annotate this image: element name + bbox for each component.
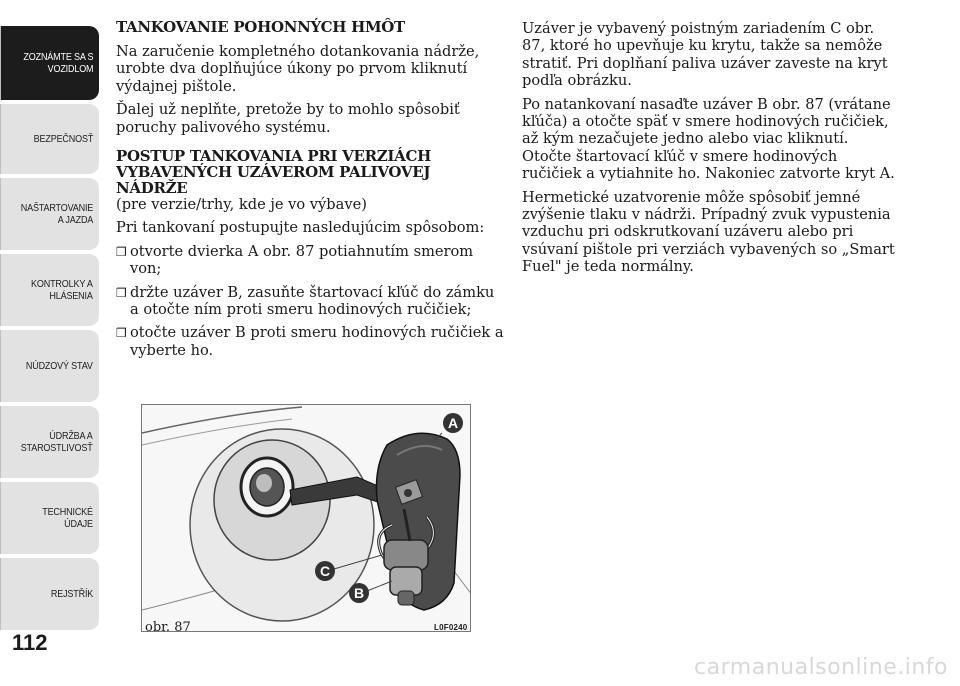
figure-code: L0F0240	[434, 623, 468, 632]
callout-c	[315, 561, 335, 581]
callout-c-label: C	[319, 563, 331, 579]
list-item	[116, 243, 506, 278]
paragraph: Uzáver je vybavený poistným zariadením C obr. 87, ktoré ho upevňuje ku krytu, takže sa nemôže stratiť. Pri doplňaní paliva uzáver zaveste na kryt podľa obrázku.	[522, 20, 888, 90]
figure-caption: obr. 87	[145, 620, 191, 635]
checkbox-bullet-icon: ❒	[116, 244, 127, 259]
tab-nastartovanie-a-jazda[interactable]	[0, 178, 99, 250]
tab-label: NAŠTARTOVANIE A JAZDA	[20, 202, 93, 226]
paragraph: Na zaručenie kompletného dotankovania nádrže, urobte dva doplňujúce úkony po prvom kliknutí výdajnej pištole.	[116, 43, 480, 95]
tab-label: REJSTŘÍK	[50, 588, 93, 600]
watermark: carmanualsonline.info	[694, 655, 948, 680]
right-column	[522, 20, 900, 282]
tab-rejstrik[interactable]	[0, 558, 99, 630]
version-note: (pre verzie/trhy, kde je vo výbave)	[116, 196, 367, 214]
tab-label: KONTROLKY A HLÁSENIA	[31, 278, 93, 302]
section-heading-postup: POSTUP TANKOVANIA PRI VERZIÁCH VYBAVENÝCH UZÁVEROM PALIVOVEJ NÁDRŽE	[116, 147, 431, 198]
callout-b-label: B	[353, 585, 365, 601]
tab-udrzba-a-starostlivost[interactable]	[0, 406, 99, 478]
tab-label: TECHNICKÉ ÚDAJE	[42, 506, 93, 530]
tab-technicke-udaje[interactable]	[0, 482, 99, 554]
callout-b	[349, 583, 369, 603]
page-number: 112	[12, 630, 48, 655]
list-item-text: otvorte dvierka A obr. 87 potiahnutím smerom von;	[130, 242, 474, 278]
callout-a-label: A	[447, 415, 459, 431]
tab-zoznamte-sa-s-vozidlom[interactable]	[0, 26, 99, 100]
fuel-cap-illustration	[142, 405, 471, 632]
tab-label: ZOZNÁMTE SA S VOZIDLOM	[22, 51, 93, 75]
checkbox-bullet-icon: ❒	[116, 285, 127, 300]
left-column	[116, 20, 506, 365]
tab-label: ÚDRŽBA A STAROSTLIVOSŤ	[21, 430, 93, 454]
tab-kontrolky-a-hlasenia[interactable]	[0, 254, 99, 326]
fuel-cap-figure	[141, 404, 471, 632]
checkbox-bullet-icon: ❒	[116, 326, 127, 341]
tab-bezpecnost[interactable]	[0, 104, 99, 174]
list-item	[116, 324, 506, 359]
paragraph: Ďalej už neplňte, pretože by to mohlo spôsobiť poruchy palivového systému.	[116, 101, 460, 136]
list-item-text: držte uzáver B, zasuňte štartovací kľúč do zámku a otočte ním proti smeru hodinových ručičiek;	[130, 283, 495, 319]
paragraph: Po natankovaní nasaďte uzáver B obr. 87 (vrátane kľúča) a otočte späť v smere hodinových ručičiek, až kým nezačujete jedno alebo viac kliknutí. Otočte štartovací kľúč v smere hodinových ručičiek a vytiahnite ho. Nakoniec zatvorte kryt A.	[522, 95, 895, 183]
callout-a	[443, 413, 463, 433]
section-heading-tankovanie: TANKOVANIE POHONNÝCH HMÔT	[116, 18, 405, 36]
tab-nudzovy-stav[interactable]	[0, 330, 99, 402]
paragraph: Pri tankovaní postupujte nasledujúcim spôsobom:	[116, 219, 485, 237]
tab-label: NÚDZOVÝ STAV	[26, 360, 93, 372]
paragraph: Hermetické uzatvorenie môže spôsobiť jemné zvýšenie tlaku v nádrži. Prípadný zvuk vypustenia vzduchu pri odskrutkovaní uzáveru alebo pri vsúvaní pištole pri verziách vybavených so „Smart Fuel" je teda normálny.	[522, 188, 895, 276]
tab-label: BEZPEČNOSŤ	[33, 133, 93, 145]
list-item	[116, 284, 506, 319]
list-item-text: otočte uzáver B proti smeru hodinových ručičiek a vyberte ho.	[130, 324, 504, 359]
